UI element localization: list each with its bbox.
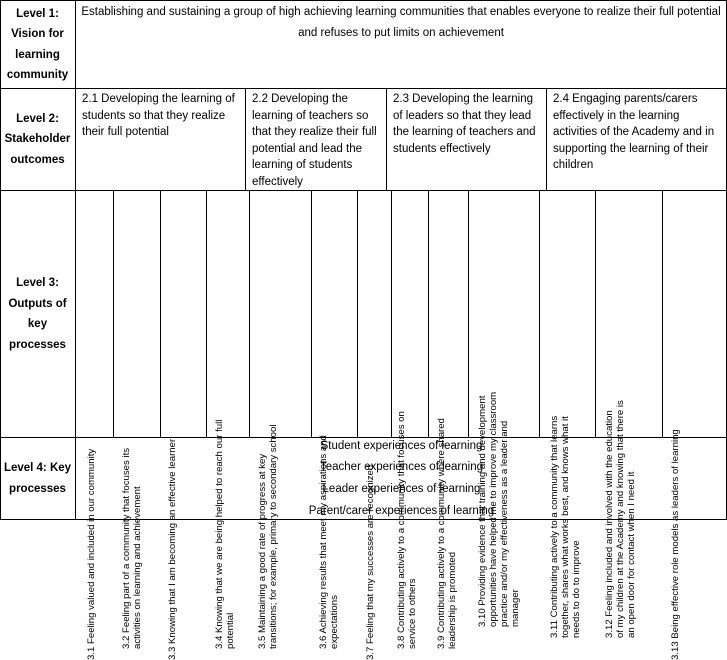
output-text: 3.1 Feeling valued and included in our community [86, 448, 97, 660]
key-process-teacher: Teacher experiences of learning [319, 461, 484, 473]
output-text: 3.13 Being effective role models as leaders of learning [670, 429, 681, 660]
key-process-parent: Parent/carer experiences of learning [308, 505, 495, 517]
output-3-3 [167, 193, 205, 660]
output-text: 3.5 Maintaining a good rate of progress at key transitions; for example, primary to secondary school [257, 424, 279, 649]
output-text: 3.6 Achieving results that meet my aspirations and expectations [318, 435, 340, 649]
table-border [357, 190, 358, 437]
vision-statement: Establishing and sustaining a group of high achieving learning communities that enables everyone to realize their full potential and refuses to put limits on achievement [81, 6, 721, 39]
table-border [662, 190, 663, 437]
level-1-text: Level 1: Vision for learning community [6, 7, 69, 81]
outcome-2-4: 2.4 Engaging parents/carers effectively in the learning activities of the Academy and in supporting the learning of their children [553, 93, 715, 171]
output-3-9 [436, 193, 467, 649]
key-process-leader: Leader experiences of learning [322, 483, 481, 495]
level-2-label [0, 89, 75, 190]
table-border [468, 190, 469, 437]
table-border [546, 88, 547, 190]
output-text: 3.10 Providing evidence that training and development opportunities have helped me to improve my classroom practice and/or my effectiveness as a leader and manager [477, 391, 521, 627]
output-text: 3.3 Knowing that I am becoming an effective learner [167, 438, 178, 660]
output-text: 3.7 Feeling that my successes are recognized [365, 464, 376, 660]
table-border [539, 190, 540, 437]
table-border [113, 190, 114, 437]
level-4-text: Level 4: Key processes [3, 462, 72, 495]
output-3-5 [257, 193, 310, 649]
key-process-student: Student experiences of learning [320, 440, 483, 452]
level-3-label [0, 191, 75, 437]
outcome-2-3: 2.3 Developing the learning of leaders so that they lead the learning of teachers and students effectively [393, 93, 536, 155]
output-3-13 [670, 193, 710, 660]
outcome-2-2: 2.2 Developing the learning of teachers so that they realize their full potential and lead the learning of students effectively [252, 93, 377, 188]
output-text: 3.4 Knowing that we are being helped to reach our full potential [214, 419, 236, 649]
table-border [206, 190, 207, 437]
level-4-label [0, 438, 75, 519]
level-1-label [0, 1, 75, 88]
output-text: 3.12 Feeling included and involved with the education of my children at the Academy and knowing that there is an open door for contact when I need it [604, 400, 637, 638]
table-border [245, 88, 246, 190]
level-2-text: Level 2: Stakeholder outcomes [4, 112, 71, 166]
output-text: 3.8 Contributing actively to a community that focuses on service to others [396, 411, 418, 649]
level-3-text: Level 3: Outputs of key processes [8, 277, 67, 351]
outcome-2-1: 2.1 Developing the learning of students so that they realize their full potential [82, 93, 235, 138]
output-3-7 [365, 193, 390, 660]
table-border [428, 190, 429, 437]
output-3-6 [318, 193, 356, 649]
table-border [386, 88, 387, 190]
output-text: 3.9 Contributing actively to a community where shared leadership is promoted [436, 418, 458, 649]
table-border [391, 190, 392, 437]
output-3-8 [396, 193, 427, 649]
output-3-2 [121, 193, 159, 649]
output-text: 3.11 Contributing actively to a community that learns together, shares what works best, and knows what it needs to do to improve [549, 415, 582, 638]
output-3-12 [604, 193, 661, 638]
table-border [0, 88, 727, 89]
table-border [595, 190, 596, 437]
output-3-1 [86, 193, 112, 660]
table-border [160, 190, 161, 437]
output-3-10 [477, 193, 538, 627]
table-border [0, 190, 727, 191]
table-border [249, 190, 250, 437]
table-border [311, 190, 312, 437]
output-text: 3.2 Feeling part of a community that focuses its activities on learning and achievement [121, 447, 143, 649]
output-3-4 [214, 193, 248, 649]
output-3-11 [549, 193, 594, 638]
table-border [0, 0, 727, 1]
